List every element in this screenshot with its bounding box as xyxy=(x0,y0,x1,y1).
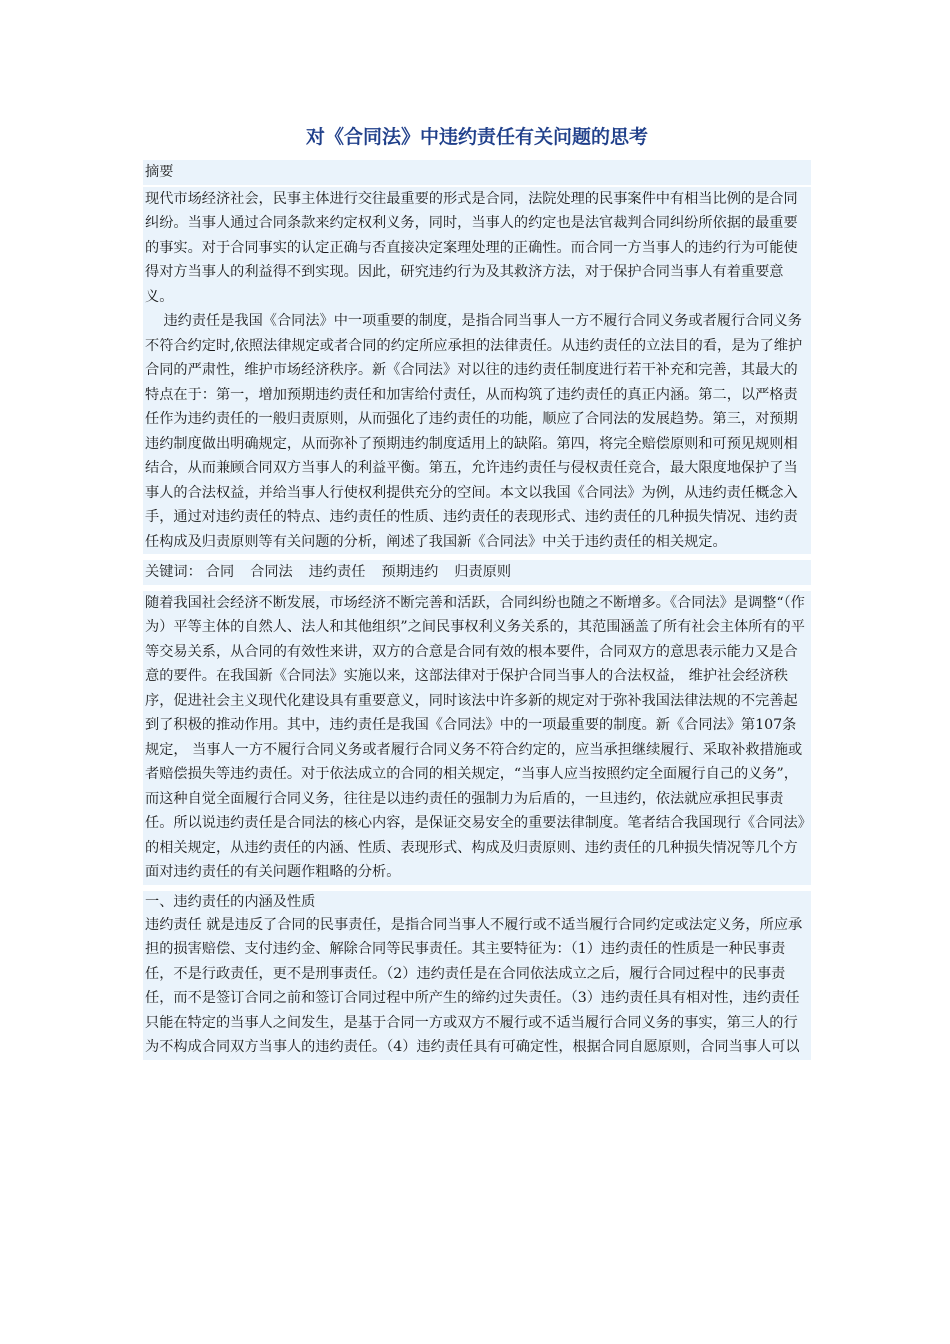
section-heading: 一、违约责任的内涵及性质 xyxy=(143,891,811,913)
document-title: 对《合同法》中违约责任有关问题的思考 xyxy=(305,126,648,148)
keyword: 预期违约 xyxy=(381,564,439,580)
abstract-paragraph-2: 违约责任是我国《合同法》中一项重要的制度，是指合同当事人一方不履行合同义务或者履行合同义务不符合约定时,依照法律规定或者合同的约定所应承担的法律责任。从违约责任的立法目的看，是为了维护合同的严肃性，维护市场经济秩序。新《合同法》对以往的违约责任制度进行若干补充和完善，其最大的特点在于：第一，增加预期违约责任和加害给付责任，从而构筑了违约责任的真正内涵。第二，以严格责任作为违约责任的一般归责原则，从而强化了违约责任的功能，顺应了合同法的发展趋势。第三，对预期违约制度做出明确规定，从而弥补了预期违约制度适用上的缺陷。第四，将完全赔偿原则和可预见规则相结合，从而兼顾合同双方当事人的利益平衡。第五，允许违约责任与侵权责任竞合，最大限度地保护了当事人的合法权益，并给当事人行使权利提供充分的空间。本文以我国《合同法》为例，从违约责任概念入手，通过对违约责任的特点、违约责任的性质、违约责任的表现形式、违约责任的几种损失情况、违约责任构成及归责原则等有关问题的分析，阐述了我国新《合同法》中关于违约责任的相关规定。 xyxy=(143,309,811,554)
keyword: 合同法 xyxy=(250,564,293,580)
keywords-line xyxy=(143,560,811,585)
document-page xyxy=(143,122,811,1066)
intro-paragraph: 随着我国社会经济不断发展，市场经济不断完善和活跃，合同纠纷也随之不断增多。《合同法》是调整“（作为）平等主体的自然人、法人和其他组织”之间民事权利义务关系的，其范围涵盖了所有社会主体所有的平等交易关系，从合同的有效性来讲，双方的合意是合同有效的根本要件，合同双方的意思表示能力又是合意的要件。在我国新《合同法》实施以来，这部法律对于保护合同当事人的合法权益， 维护社会经济秩序，促进社会主义现代化建设具有重要意义，同时该法中许多新的规定对于弥补我国法律法规的不完善起到了积极的推动作用。其中，违约责任是我国《合同法》中的一项最重要的制度。新《合同法》第107条规定， 当事人一方不履行合同义务或者履行合同义务不符合约定的，应当承担继续履行、采取补救措施或者赔偿损失等违约责任。对于依法成立的合同的相关规定，“当事人应当按照约定全面履行自己的义务”，而这种自觉全面履行合同义务，往往是以违约责任的强制力为后盾的，一旦违约，依法就应承担民事责任。所以说违约责任是合同法的核心内容，是保证交易安全的重要法律制度。笔者结合我国现行《合同法》的相关规定，从违约责任的内涵、性质、表现形式、构成及归责原则、违约责任的几种损失情况等几个方面对违约责任的有关问题作粗略的分析。 xyxy=(143,591,811,885)
abstract-label: 摘要 xyxy=(143,160,811,185)
section-1-paragraph: 违约责任 就是违反了合同的民事责任，是指合同当事人不履行或不适当履行合同约定或法定义务，所应承担的损害赔偿、支付违约金、解除合同等民事责任。其主要特征为：（1）违约责任的性质是一种民事责任，不是行政责任，更不是刑事责任。（2）违约责任是在合同依法成立之后，履行合同过程中的民事责任，而不是签订合同之前和签订合同过程中所产生的缔约过失责任。（3）违约责任具有相对性，违约责任只能在特定的当事人之间发生，是基于合同一方或双方不履行或不适当履行合同义务的事实，第三人的行为不构成合同双方当事人的违约责任。（4）违约责任具有可确定性，根据合同自愿原则，合同当事人可以 xyxy=(143,913,811,1060)
keyword: 归责原则 xyxy=(454,564,512,580)
keyword: 合同 xyxy=(205,564,235,580)
abstract-paragraph-1: 现代市场经济社会，民事主体进行交往最重要的形式是合同，法院处理的民事案件中有相当比例的是合同纠纷。当事人通过合同条款来约定权利义务，同时，当事人的约定也是法官裁判合同纠纷所依据的最重要的事实。对于合同事实的认定正确与否直接决定案理处理的正确性。而合同一方当事人的违约行为可能使得对方当事人的利益得不到实现。因此，研究违约行为及其救济方法，对于保护合同当事人有着重要意义。 xyxy=(143,187,811,310)
keywords-label: 关键词： xyxy=(145,564,202,580)
keyword: 违约责任 xyxy=(308,564,366,580)
